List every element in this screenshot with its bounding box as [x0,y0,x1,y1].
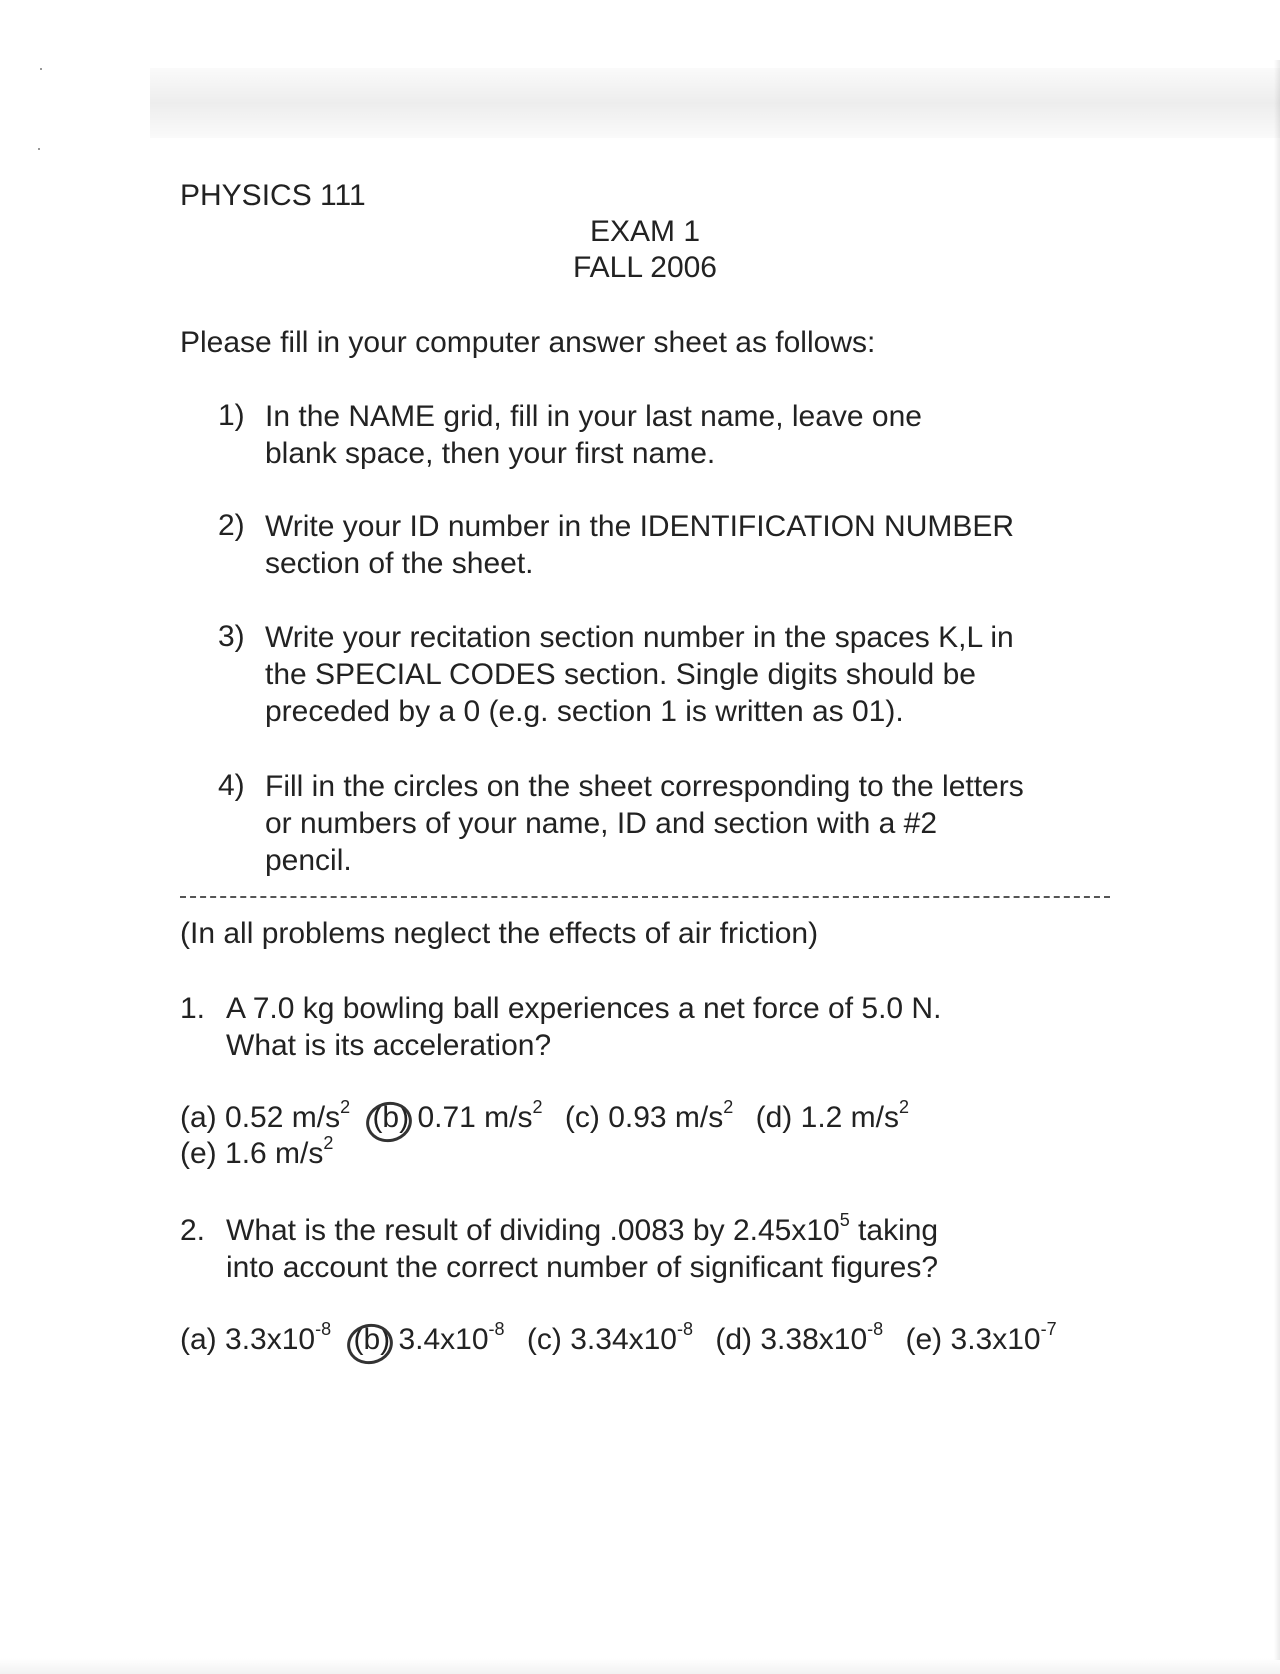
option-exponent: -8 [867,1319,884,1339]
instruction-line: section of the sheet. [265,547,534,580]
answer-option [905,1319,1057,1356]
option-value: 1.2 m/s [800,1101,900,1134]
question-exponent: 5 [839,1210,850,1230]
instruction-number: 2) [218,509,245,542]
option-label: (b) [372,1101,410,1134]
answer-option [180,1133,334,1170]
option-exponent: 2 [532,1097,543,1117]
option-exponent: -8 [488,1319,505,1339]
answer-option-circled [372,1097,543,1134]
option-value: 3.38x10 [760,1323,868,1356]
option-exponent: -8 [677,1319,694,1339]
option-exponent: 2 [723,1097,734,1117]
answer-option-circled [353,1319,505,1356]
instruction-line: blank space, then your first name. [265,437,716,470]
option-exponent: -7 [1040,1319,1057,1339]
option-label: (d) [715,1323,753,1356]
instruction-item [265,508,1125,582]
question-line: What is its acceleration? [226,1029,552,1062]
question-number: 2. [180,1214,206,1247]
question-number: 1. [180,992,206,1025]
question-line-text: taking [849,1214,939,1247]
option-label: (c) [564,1101,600,1134]
option-exponent: 2 [899,1097,910,1117]
dashed-divider [180,896,1110,898]
option-label: (a) [180,1101,217,1134]
answer-option [180,1319,332,1356]
instruction-item [265,768,1125,879]
instruction-number: 1) [218,399,245,432]
option-label: (c) [526,1323,562,1356]
option-exponent: 2 [340,1097,351,1117]
option-label: (b) [353,1323,391,1356]
instruction-line: the SPECIAL CODES section. Single digits should be [265,658,976,691]
option-value: 3.34x10 [570,1323,677,1356]
question-text [226,1212,1086,1286]
option-value: 0.52 m/s [225,1101,341,1134]
question-line [226,1212,1086,1249]
instruction-item [265,398,1125,472]
option-value: 3.4x10 [398,1323,489,1356]
instructions-intro: Please fill in your computer answer sheet as follows: [180,326,876,359]
instruction-number: 3) [218,620,245,653]
instruction-line: or numbers of your name, ID and section with a #2 [265,807,938,840]
option-label: (e) [180,1137,217,1170]
answer-option [755,1097,910,1134]
question-line-text: What is the result of dividing .0083 by 2.45x10 [226,1214,840,1247]
option-value: 1.6 m/s [225,1137,324,1170]
instruction-line: In the NAME grid, fill in your last name, leave one [265,400,922,433]
question-line: A 7.0 kg bowling ball experiences a net force of 5.0 N. [226,992,942,1025]
option-label: (a) [180,1323,217,1356]
answer-option [564,1097,734,1134]
option-value: 3.3x10 [225,1323,316,1356]
course-title: PHYSICS 111 [180,179,366,212]
option-exponent: 2 [323,1133,334,1153]
answer-options [180,1319,1057,1358]
instruction-line: Fill in the circles on the sheet corresponding to the letters [265,770,1024,803]
answer-options [180,1097,910,1172]
answer-option [715,1319,884,1356]
instruction-item [265,619,1125,730]
instruction-number: 4) [218,769,245,802]
option-exponent: -8 [315,1319,332,1339]
exam-term: FALL 2006 [572,251,717,284]
answer-option [180,1097,351,1134]
instruction-line: preceded by a 0 (e.g. section 1 is written as 01). [265,695,904,728]
question-line: into account the correct number of significant figures? [226,1251,939,1284]
exam-title: EXAM 1 [589,215,701,248]
instruction-line: Write your ID number in the IDENTIFICATION NUMBER [265,510,1015,543]
option-value: 3.3x10 [950,1323,1041,1356]
option-value: 0.93 m/s [608,1101,724,1134]
answer-options-line [180,1319,1057,1358]
answer-options-line [180,1133,909,1172]
instruction-line: Write your recitation section number in the spaces K,L in [265,621,1014,654]
instruction-line: pencil. [265,844,352,877]
answer-option [526,1319,694,1356]
problems-note: (In all problems neglect the effects of air friction) [180,917,819,950]
option-label: (e) [905,1323,943,1356]
option-label: (d) [755,1101,793,1134]
question-text [226,990,1086,1064]
option-value: 0.71 m/s [417,1101,533,1134]
answer-options-line [180,1097,910,1136]
